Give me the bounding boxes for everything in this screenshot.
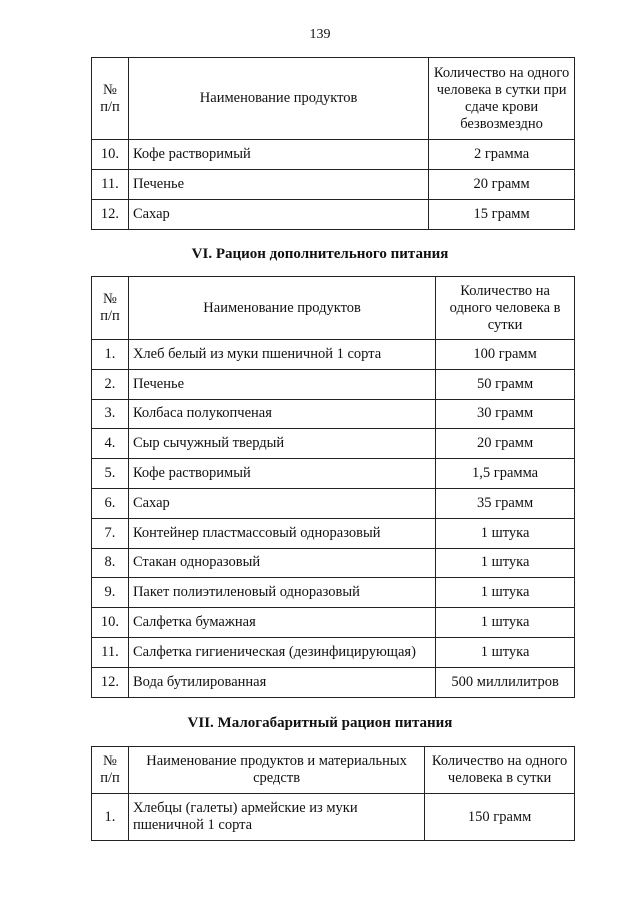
row-quantity: 150 грамм xyxy=(425,794,575,841)
table-row xyxy=(92,608,575,638)
table-row xyxy=(92,340,575,370)
table-row xyxy=(92,170,575,200)
row-number: 12. xyxy=(92,200,129,230)
table-row xyxy=(92,667,575,697)
row-product: Стакан одноразовый xyxy=(128,548,435,578)
table-header-row xyxy=(92,747,575,794)
row-product: Хлеб белый из муки пшеничной 1 сорта xyxy=(128,340,435,370)
row-number: 7. xyxy=(92,518,129,548)
header-product-name: Наименование продуктов и материальных средств xyxy=(128,747,424,794)
row-quantity: 100 грамм xyxy=(436,340,575,370)
header-product-name: Наименование продуктов xyxy=(128,277,435,340)
table-row xyxy=(92,399,575,429)
row-product: Хлебцы (галеты) армейские из муки пшеничной 1 сорта xyxy=(128,794,424,841)
row-quantity: 1 штука xyxy=(436,578,575,608)
row-number: 10. xyxy=(92,140,129,170)
row-product: Салфетка гигиеническая (дезинфицирующая) xyxy=(128,637,435,667)
table-compact-ration xyxy=(91,746,575,841)
row-quantity: 20 грамм xyxy=(429,170,575,200)
table-row xyxy=(92,200,575,230)
row-quantity: 500 миллилитров xyxy=(436,667,575,697)
row-number: 1. xyxy=(92,340,129,370)
table-row xyxy=(92,488,575,518)
row-number: 11. xyxy=(92,637,129,667)
header-quantity: Количество на одного человека в сутки при сдаче крови безвозмездно xyxy=(429,58,575,140)
row-number: 4. xyxy=(92,429,129,459)
table-additional-ration xyxy=(91,276,575,698)
row-product: Контейнер пластмассовый одноразовый xyxy=(128,518,435,548)
row-number: 1. xyxy=(92,794,129,841)
header-number: № п/п xyxy=(92,277,129,340)
row-quantity: 35 грамм xyxy=(436,488,575,518)
row-quantity: 2 грамма xyxy=(429,140,575,170)
table-row xyxy=(92,548,575,578)
header-number: № п/п xyxy=(92,747,129,794)
row-product: Кофе растворимый xyxy=(128,140,428,170)
header-number: № п/п xyxy=(92,58,129,140)
row-quantity: 1 штука xyxy=(436,548,575,578)
row-product: Печенье xyxy=(128,369,435,399)
row-quantity: 30 грамм xyxy=(436,399,575,429)
table-row xyxy=(92,459,575,489)
row-product: Вода бутилированная xyxy=(128,667,435,697)
header-quantity: Количество на одного человека в сутки xyxy=(425,747,575,794)
row-number: 9. xyxy=(92,578,129,608)
row-number: 2. xyxy=(92,369,129,399)
row-quantity: 15 грамм xyxy=(429,200,575,230)
row-product: Сыр сычужный твердый xyxy=(128,429,435,459)
table-row xyxy=(92,369,575,399)
row-number: 3. xyxy=(92,399,129,429)
table-continuation xyxy=(91,57,575,230)
row-number: 6. xyxy=(92,488,129,518)
table-row xyxy=(92,518,575,548)
table-row xyxy=(92,794,575,841)
row-product: Салфетка бумажная xyxy=(128,608,435,638)
table-row xyxy=(92,578,575,608)
section-title-vi: VI. Рацион дополнительного питания xyxy=(191,246,449,262)
header-quantity: Количество на одного человека в сутки xyxy=(436,277,575,340)
row-product: Кофе растворимый xyxy=(128,459,435,489)
row-quantity: 1 штука xyxy=(436,608,575,638)
table-row xyxy=(92,429,575,459)
row-product: Колбаса полукопченая xyxy=(128,399,435,429)
table-row xyxy=(92,637,575,667)
table-row xyxy=(92,140,575,170)
row-product: Сахар xyxy=(128,488,435,518)
page-number: 139 xyxy=(309,27,331,42)
row-product: Сахар xyxy=(128,200,428,230)
row-number: 10. xyxy=(92,608,129,638)
row-product: Печенье xyxy=(128,170,428,200)
row-quantity: 1 штука xyxy=(436,637,575,667)
row-number: 5. xyxy=(92,459,129,489)
row-quantity: 1,5 грамма xyxy=(436,459,575,489)
row-quantity: 20 грамм xyxy=(436,429,575,459)
table-header-row xyxy=(92,277,575,340)
row-quantity: 1 штука xyxy=(436,518,575,548)
row-quantity: 50 грамм xyxy=(436,369,575,399)
table-header-row xyxy=(92,58,575,140)
row-product: Пакет полиэтиленовый одноразовый xyxy=(128,578,435,608)
row-number: 12. xyxy=(92,667,129,697)
header-product-name: Наименование продуктов xyxy=(128,58,428,140)
row-number: 11. xyxy=(92,170,129,200)
section-title-vii: VII. Малогабаритный рацион питания xyxy=(187,715,453,731)
row-number: 8. xyxy=(92,548,129,578)
